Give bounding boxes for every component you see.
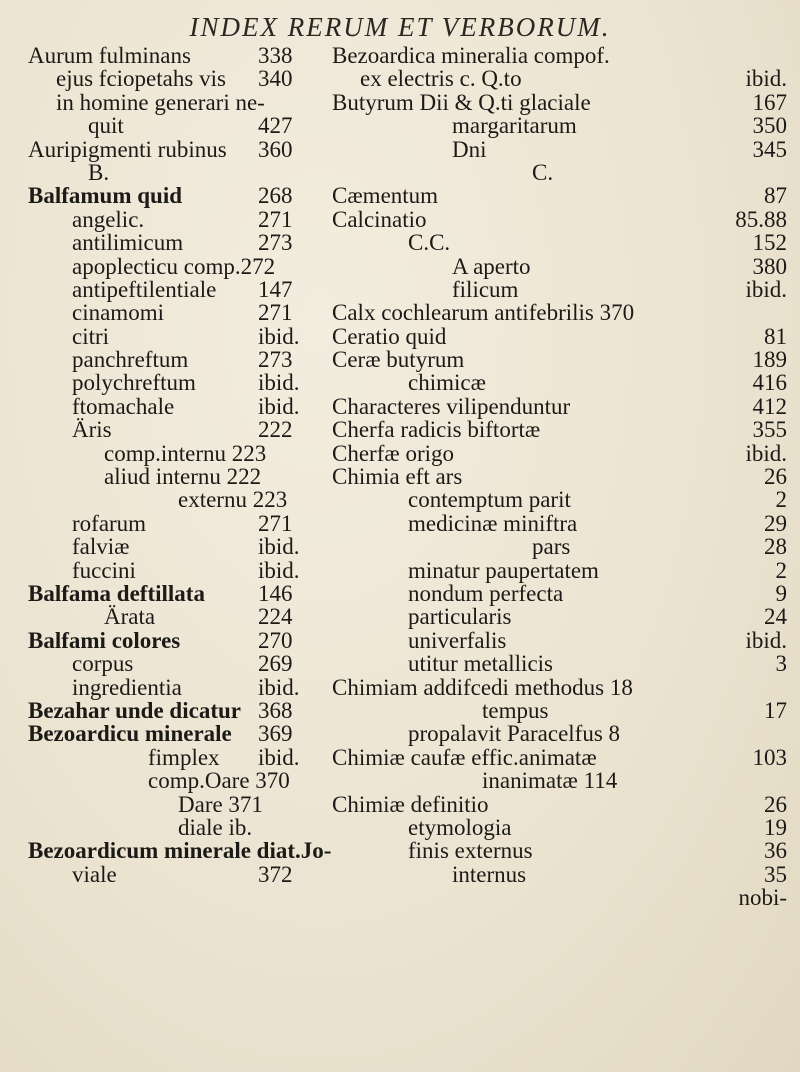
entry-page-number: 271	[258, 510, 293, 536]
index-entry	[28, 184, 328, 207]
entry-page-number: 36	[764, 838, 787, 864]
entry-term: Bezoardicu minerale	[28, 721, 232, 747]
entry-term: fuccini	[72, 557, 136, 583]
index-entry	[332, 629, 787, 652]
index-entry	[28, 582, 328, 605]
entry-term: apoplecticu comp.272	[72, 253, 276, 279]
index-entry	[332, 138, 787, 161]
entry-term: finis externus	[408, 838, 533, 864]
entry-term: Chimiam addifcedi methodus 18	[332, 674, 633, 700]
page-header: INDEX RERUM ET VERBORUM.	[189, 12, 611, 42]
entry-page-number: 273	[258, 230, 293, 256]
index-entry	[28, 278, 328, 301]
entry-page-number: 147	[258, 276, 293, 302]
entry-term: univerfalis	[408, 627, 507, 653]
index-entry	[332, 863, 787, 886]
index-entry	[28, 465, 328, 488]
entry-term: Cherfa radicis biftortæ	[332, 417, 541, 443]
entry-term: C.C.	[408, 230, 451, 256]
index-entry	[332, 418, 787, 441]
entry-page-number: 350	[752, 113, 787, 139]
index-entry	[332, 67, 787, 90]
entry-page-number: 338	[258, 43, 293, 68]
index-entry	[28, 699, 328, 722]
entry-term: Ceræ butyrum	[332, 347, 465, 373]
entry-term: ftomachale	[72, 393, 175, 419]
index-entry	[28, 535, 328, 558]
entry-page-number: ibid.	[258, 323, 300, 349]
index-entry	[332, 676, 787, 699]
index-entry	[332, 325, 787, 348]
entry-term: Balfami colores	[28, 627, 181, 653]
entry-page-number: 412	[752, 393, 787, 419]
index-entry	[332, 512, 787, 535]
entry-term: Bezoardica mineralia compof.	[332, 43, 610, 68]
entry-page-number: 152	[752, 230, 787, 256]
entry-page-number: 268	[258, 183, 293, 209]
index-entry	[28, 395, 328, 418]
entry-page-number: 9	[775, 580, 787, 606]
index-entry	[332, 559, 787, 582]
entry-page-number: ibid.	[745, 276, 787, 302]
index-entry	[332, 582, 787, 605]
entry-page-number: 87	[764, 183, 787, 209]
index-entry	[332, 839, 787, 862]
index-entry	[28, 67, 328, 90]
entry-term: B.	[88, 159, 110, 185]
index-entry	[28, 231, 328, 254]
entry-page-number: ibid.	[745, 66, 787, 92]
entry-term: Ceratio quid	[332, 323, 447, 349]
index-entry	[28, 301, 328, 324]
entry-term: Balfama deftillata	[28, 580, 205, 606]
entry-page-number: 271	[258, 300, 293, 326]
entry-term: antipeftilentiale	[72, 276, 217, 302]
entry-term: inanimatæ 114	[482, 768, 618, 794]
index-entry	[28, 208, 328, 231]
entry-page-number: 368	[258, 697, 293, 723]
index-entry	[332, 488, 787, 511]
entry-term: internus	[452, 861, 527, 887]
entry-term: Chimia eft ars	[332, 464, 463, 490]
entry-page-number: ibid.	[258, 674, 300, 700]
index-entry	[332, 231, 787, 254]
entry-term: falviæ	[72, 534, 130, 560]
entry-page-number: 372	[258, 861, 293, 887]
entry-term: angelic.	[72, 206, 145, 232]
entry-term: nondum perfecta	[408, 580, 564, 606]
entry-term: citri	[72, 323, 110, 349]
entry-page-number: 167	[752, 89, 787, 115]
entry-page-number: 189	[752, 347, 787, 373]
index-entry	[28, 44, 328, 67]
entry-term: Aurum fulminans	[28, 43, 191, 68]
index-entry	[332, 184, 787, 207]
index-entry	[28, 629, 328, 652]
index-entry	[332, 535, 787, 558]
index-entry	[332, 816, 787, 839]
entry-term: corpus	[72, 651, 134, 677]
entry-term: A aperto	[452, 253, 531, 279]
entry-page-number: 345	[752, 136, 787, 162]
entry-term: ejus fciopetahs vis	[56, 66, 226, 92]
index-entry	[28, 605, 328, 628]
entry-page-number: ibid.	[258, 370, 300, 396]
entry-term: fimplex	[148, 744, 220, 770]
entry-term: polychreftum	[72, 370, 196, 396]
index-entry	[332, 44, 787, 67]
index-entry	[28, 838, 332, 864]
entry-page-number: 103	[752, 744, 787, 770]
entry-term: quit	[88, 113, 124, 139]
index-entry	[28, 652, 328, 675]
index-entry	[332, 793, 787, 816]
entry-page-number: 222	[258, 417, 293, 443]
entry-term: utitur metallicis	[408, 651, 553, 677]
entry-page-number: 81	[764, 323, 787, 349]
index-entry	[28, 138, 328, 161]
catchword: nobi-	[738, 885, 787, 911]
entry-page-number: ibid.	[258, 557, 300, 583]
entry-page-number: 2	[775, 487, 787, 513]
entry-term: Bezahar unde dicatur	[28, 697, 241, 723]
index-entry	[28, 793, 328, 816]
entry-page-number: 269	[258, 651, 293, 677]
entry-term: Butyrum Dii & Q.ti glaciale	[332, 89, 591, 115]
entry-term: Dni	[452, 136, 487, 162]
index-entry	[28, 442, 328, 465]
index-entry	[28, 91, 328, 114]
entry-term: Cæmentum	[332, 183, 439, 209]
entry-page-number: 26	[764, 464, 787, 490]
entry-page-number: 369	[258, 721, 293, 747]
entry-term: comp.Oare 370	[148, 768, 290, 794]
entry-term: margaritarum	[452, 113, 577, 139]
index-entry	[28, 325, 328, 348]
entry-term: chimicæ	[408, 370, 486, 396]
index-entry	[332, 465, 787, 488]
index-entry	[332, 371, 787, 394]
index-entry	[332, 91, 787, 114]
entry-page-number: 380	[752, 253, 787, 279]
index-entry	[28, 161, 328, 184]
entry-term: externu 223	[178, 487, 288, 513]
entry-term: ex electris c. Q.to	[360, 66, 522, 92]
index-entry	[28, 512, 328, 535]
index-entry	[332, 605, 787, 628]
index-entry	[28, 769, 328, 792]
entry-page-number: 35	[764, 861, 787, 887]
index-entry	[332, 255, 787, 278]
entry-term: in homine generari ne-	[56, 89, 265, 115]
entry-page-number: 360	[258, 136, 293, 162]
entry-term: aliud internu 222	[104, 464, 262, 490]
entry-term: particularis	[408, 604, 512, 630]
entry-term: Bezoardicum minerale diat.Jo-	[28, 838, 332, 864]
index-entry	[332, 652, 787, 675]
entry-term: Calcinatio	[332, 206, 427, 232]
index-entry	[28, 559, 328, 582]
entry-page-number: ibid.	[258, 744, 300, 770]
index-entry	[28, 488, 328, 511]
entry-term: Chimiæ caufæ effic.animatæ	[332, 744, 597, 770]
entry-term: pars	[532, 534, 571, 560]
index-entry	[28, 255, 328, 278]
entry-term: rofarum	[72, 510, 147, 536]
entry-page-number: 19	[764, 814, 787, 840]
index-entry	[28, 746, 328, 769]
entry-page-number: 3	[775, 651, 787, 677]
index-entry	[332, 395, 787, 418]
entry-page-number: ibid.	[745, 440, 787, 466]
entry-page-number: ibid.	[258, 534, 300, 560]
index-entry	[28, 863, 328, 886]
index-entry	[28, 816, 328, 839]
entry-page-number: 270	[258, 627, 293, 653]
entry-page-number: 26	[764, 791, 787, 817]
entry-term: diale ib.	[178, 814, 253, 840]
entry-term: Dare 371	[178, 791, 263, 817]
index-entry	[332, 301, 787, 324]
entry-term: Auripigmenti rubinus	[28, 136, 227, 162]
index-entry	[332, 348, 787, 371]
entry-term: panchreftum	[72, 347, 189, 373]
entry-term: Chimiæ definitio	[332, 791, 489, 817]
index-entry	[332, 114, 787, 137]
index-entry	[332, 722, 787, 745]
entry-term: medicinæ miniftra	[408, 510, 578, 536]
entry-page-number: 224	[258, 604, 293, 630]
index-entry	[28, 418, 328, 441]
entry-page-number: 427	[258, 113, 293, 139]
entry-term: tempus	[482, 697, 549, 723]
index-entry	[28, 722, 328, 745]
index-entry	[28, 348, 328, 371]
entry-page-number: 29	[764, 510, 787, 536]
entry-term: Calx cochlearum antifebrilis 370	[332, 300, 635, 326]
index-entry	[332, 746, 787, 769]
entry-term: viale	[72, 861, 117, 887]
index-entry	[28, 676, 328, 699]
entry-page-number: ibid.	[745, 627, 787, 653]
entry-page-number: 416	[752, 370, 787, 396]
index-entry	[332, 769, 787, 792]
index-entry	[332, 208, 787, 231]
right-column	[332, 44, 787, 909]
entry-page-number: 340	[258, 66, 293, 92]
entry-page-number: 146	[258, 580, 293, 606]
entry-term: Characteres vilipenduntur	[332, 393, 571, 419]
entry-term: C.	[532, 159, 554, 185]
index-entry	[332, 442, 787, 465]
entry-page-number: 85.88	[735, 206, 787, 232]
entry-term: Balfamum quid	[28, 183, 183, 209]
left-column	[28, 43, 332, 887]
entry-term: comp.internu 223	[104, 440, 267, 466]
entry-page-number: 355	[752, 417, 787, 443]
entry-term: Cherfæ origo	[332, 440, 455, 466]
entry-page-number: ibid.	[258, 393, 300, 419]
entry-term: ingredientia	[72, 674, 182, 700]
entry-page-number: 24	[764, 604, 787, 630]
index-entry	[332, 699, 787, 722]
entry-term: etymologia	[408, 814, 512, 840]
entry-term: Äris	[72, 417, 112, 443]
entry-term: contemptum parit	[408, 487, 571, 513]
entry-term: antilimicum	[72, 230, 184, 256]
entry-term: minatur paupertatem	[408, 557, 599, 583]
index-entry	[28, 114, 328, 137]
entry-page-number: 28	[764, 534, 787, 560]
entry-page-number: 2	[775, 557, 787, 583]
entry-term: cinamomi	[72, 300, 164, 326]
entry-page-number: 271	[258, 206, 293, 232]
entry-term: filicum	[452, 276, 519, 302]
index-entry	[332, 161, 787, 184]
entry-page-number: 17	[764, 697, 787, 723]
index-entry	[332, 278, 787, 301]
index-entry	[28, 371, 328, 394]
entry-term: propalavit Paracelfus 8	[408, 721, 621, 747]
entry-term: Ärata	[104, 604, 156, 630]
entry-page-number: 273	[258, 347, 293, 373]
